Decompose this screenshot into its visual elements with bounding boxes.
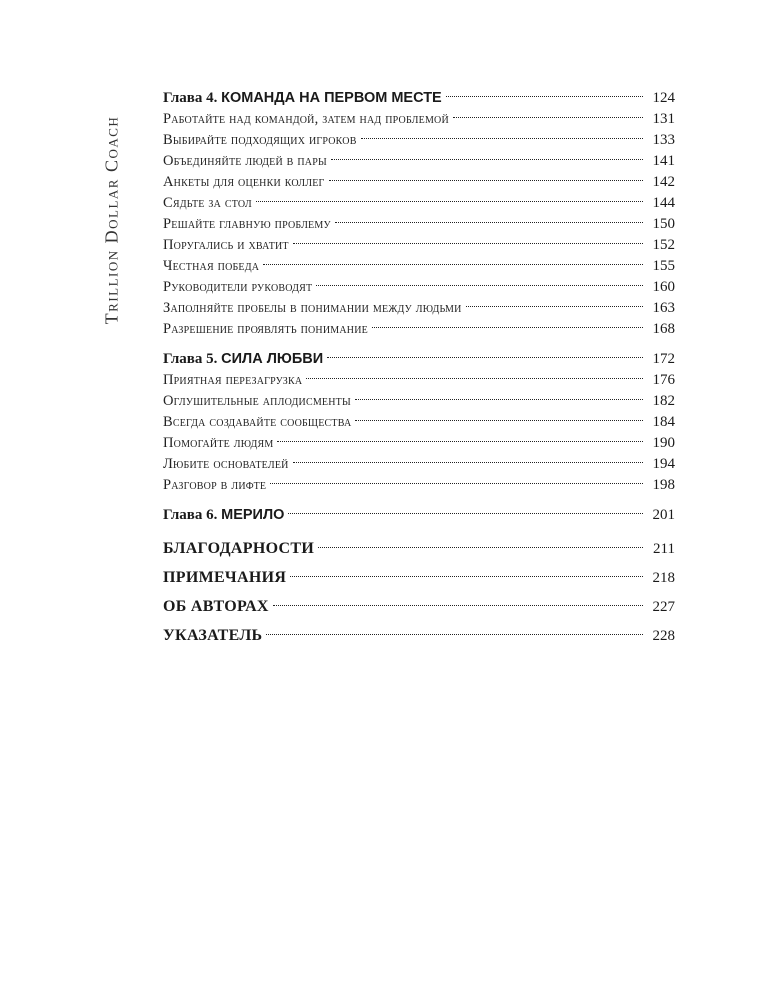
- running-head: Trillion Dollar Coach: [101, 115, 122, 325]
- page-number: 194: [652, 456, 675, 472]
- section-entry: [163, 172, 675, 193]
- section-title: Помогайте людям: [163, 435, 274, 451]
- chapter-title: [163, 505, 288, 526]
- dot-leader: [453, 117, 643, 118]
- dot-leader: [266, 634, 643, 635]
- section-title: Работайте над командой, затем над проблемой: [163, 111, 449, 127]
- page-number: 218: [652, 570, 675, 586]
- chapter-block: [163, 88, 675, 340]
- backmatter-entry: [163, 621, 675, 650]
- section-entry: [163, 298, 675, 319]
- page-number: 150: [652, 216, 675, 232]
- page-number: 184: [652, 414, 675, 430]
- dot-leader: [293, 243, 643, 244]
- page-number: 133: [652, 132, 675, 148]
- section-entry: [163, 433, 675, 454]
- section-entry: [163, 391, 675, 412]
- chapter-name: КОМАНДА НА ПЕРВОМ МЕСТЕ: [221, 90, 442, 106]
- dot-leader: [355, 399, 643, 400]
- page-number: 168: [652, 321, 675, 337]
- page-number: 182: [652, 393, 675, 409]
- chapter-entry: [163, 88, 675, 109]
- dot-leader: [318, 547, 643, 548]
- dot-leader: [327, 357, 643, 358]
- section-title: Разговор в лифте: [163, 477, 267, 493]
- chapter-title: [163, 88, 446, 109]
- dot-leader: [372, 327, 643, 328]
- section-entry: [163, 193, 675, 214]
- page-number: 160: [652, 279, 675, 295]
- dot-leader: [288, 513, 643, 514]
- section-title: Разрешение проявлять понимание: [163, 321, 368, 337]
- chapter-label: Глава 6.: [163, 507, 218, 523]
- backmatter-entry: [163, 592, 675, 621]
- dot-leader: [263, 264, 643, 265]
- section-entry: [163, 412, 675, 433]
- chapter-name: МЕРИЛО: [221, 507, 285, 523]
- dot-leader: [273, 605, 643, 606]
- section-entry: [163, 475, 675, 496]
- backmatter-title: БЛАГОДАРНОСТИ: [163, 540, 315, 557]
- section-title: Объединяйте людей в пары: [163, 153, 327, 169]
- page-number: 211: [653, 541, 675, 557]
- section-title: Заполняйте пробелы в понимании между людьми: [163, 300, 462, 316]
- backmatter-title: УКАЗАТЕЛЬ: [163, 627, 263, 644]
- dot-leader: [316, 285, 643, 286]
- chapter-title: [163, 349, 327, 370]
- page-number: 172: [652, 351, 675, 367]
- section-entry: [163, 235, 675, 256]
- chapter-block: [163, 349, 675, 496]
- section-title: Честная победа: [163, 258, 260, 274]
- section-title: Выбирайте подходящих игроков: [163, 132, 357, 148]
- page-number: 124: [652, 90, 675, 106]
- page-number: 141: [652, 153, 675, 169]
- page-number: 190: [652, 435, 675, 451]
- section-entry: [163, 370, 675, 391]
- section-title: Анкеты для оценки коллег: [163, 174, 325, 190]
- dot-leader: [331, 159, 643, 160]
- dot-leader: [277, 441, 643, 442]
- section-title: Сядьте за стол: [163, 195, 252, 211]
- dot-leader: [361, 138, 643, 139]
- page-number: 176: [652, 372, 675, 388]
- section-entry: [163, 277, 675, 298]
- table-of-contents: [163, 88, 675, 650]
- page-number: 131: [652, 111, 675, 127]
- dot-leader: [446, 96, 643, 97]
- page-number: 155: [652, 258, 675, 274]
- section-entry: [163, 454, 675, 475]
- section-title: Всегда создавайте сообщества: [163, 414, 352, 430]
- chapter-name: СИЛА ЛЮБВИ: [221, 351, 324, 367]
- backmatter-title: ПРИМЕЧАНИЯ: [163, 569, 287, 586]
- page-number: 144: [652, 195, 675, 211]
- backmatter-entry: [163, 563, 675, 592]
- section-entry: [163, 256, 675, 277]
- chapter-block: [163, 505, 675, 526]
- backmatter-list: [163, 534, 675, 650]
- dot-leader: [335, 222, 643, 223]
- page-number: 201: [652, 507, 675, 523]
- page-number: 163: [652, 300, 675, 316]
- section-entry: [163, 151, 675, 172]
- chapter-label: Глава 5.: [163, 351, 218, 367]
- dot-leader: [256, 201, 643, 202]
- section-title: Руководители руководят: [163, 279, 313, 295]
- chapter-entry: [163, 505, 675, 526]
- section-entry: [163, 109, 675, 130]
- dot-leader: [290, 576, 643, 577]
- chapters-list: [163, 88, 675, 526]
- dot-leader: [355, 420, 643, 421]
- dot-leader: [293, 462, 643, 463]
- section-entry: [163, 319, 675, 340]
- dot-leader: [466, 306, 643, 307]
- chapter-entry: [163, 349, 675, 370]
- dot-leader: [329, 180, 643, 181]
- section-title: Приятная перезагрузка: [163, 372, 303, 388]
- dot-leader: [306, 378, 643, 379]
- page-number: 198: [652, 477, 675, 493]
- section-title: Решайте главную проблему: [163, 216, 331, 232]
- page-number: 228: [652, 628, 675, 644]
- backmatter-title: ОБ АВТОРАХ: [163, 598, 269, 615]
- section-entry: [163, 214, 675, 235]
- page-number: 152: [652, 237, 675, 253]
- section-title: Поругались и хватит: [163, 237, 289, 253]
- page-number: 142: [652, 174, 675, 190]
- section-title: Любите основателей: [163, 456, 289, 472]
- section-entry: [163, 130, 675, 151]
- section-title: Оглушительные аплодисменты: [163, 393, 351, 409]
- dot-leader: [270, 483, 643, 484]
- backmatter-entry: [163, 534, 675, 563]
- page-number: 227: [652, 599, 675, 615]
- chapter-label: Глава 4.: [163, 90, 218, 106]
